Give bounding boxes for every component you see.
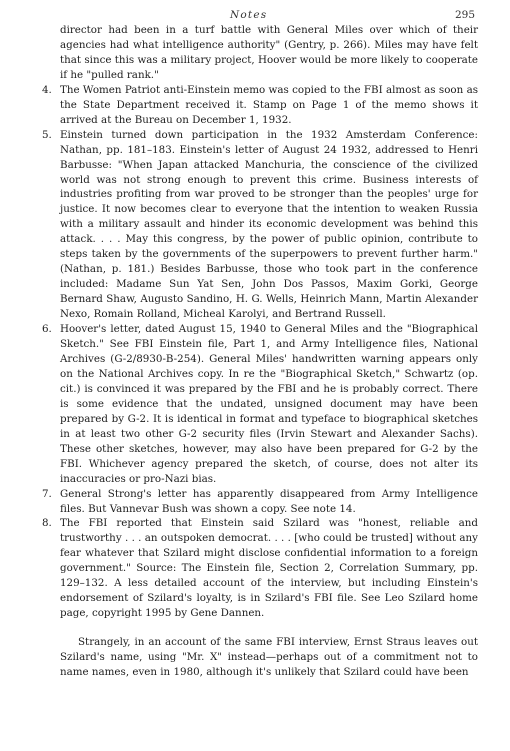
note-text: Einstein turned down participation in the 1932 Amsterdam Conference: Nathan, pp. 181–183. Einstein's letter of August 24 1932, addressed to Henri Barbusse: "When Japan attacked Manchuria, the conscience of the civilized world was not strong enough to prevent this crime. Business interests of industries profiting from war proved to be stronger than the peoples' urge for justice. It now becomes clear to everyone that the intention to weaken Russia with a military assault and hinder its economic development was behind this attack. . . . May this congress, by the power of public opinion, contribute to steps taken by the governments of the superpowers to prevent further harm." (Nathan, p. 181.) Besides Barbusse, those who took part in the conference included: Madame Sun Yat Sen, John Dos Passos, Maxim Gorki, George Bernard Shaw, Augusto Sandino, H. G. Wells, Heinrich Mann, Martin Alexander Nexo, Romain Rolland, Micheal Karolyi, and Bertrand Russell. (60, 128, 478, 321)
note-text: General Strong's letter has apparently disappeared from Army Intelligence files. But Vannevar Bush was shown a copy. See note 14. (60, 487, 478, 515)
note-number: 7. (42, 487, 52, 500)
note-text: The FBI reported that Einstein said Szilard was "honest, reliable and trustworthy . . . an outspoken democrat. . . . [who could be trusted] without any fear whatever that Szilard might disclose confidential information to a foreign government." Source: The Einstein file, Section 2, Correlation Summary, pp. 129–132. A less detailed account of the interview, but including Einstein's endorsement of Szilard's loyalty, is in Szilard's FBI file. See Leo Szilard home page, copyright 1995 by Gene Dannen. (60, 517, 478, 620)
closing-paragraph: Strangely, in an account of the same FBI interview, Ernst Straus leaves out Szilard's name, using "Mr. X" instead—perhaps out of a commitment not to name names, even in 1980, although it's unlikely that Szilard could have been (60, 636, 478, 679)
note-number: 5. (42, 128, 52, 141)
note-7 (42, 487, 478, 517)
note-4 (42, 83, 478, 128)
page-number: 295 (454, 9, 475, 21)
note-8 (42, 516, 478, 621)
running-head: Notes (230, 9, 268, 21)
note-5 (42, 128, 478, 322)
continued-note-text: director had been in a turf battle with General Miles over which of their agencies had what intelligence authority" (Gentry, p. 266). Miles may have felt that since this was a military project, Hoover would be more likely to cooperate if he "pulled rank." (60, 24, 478, 81)
note-text: The Women Patriot anti-Einstein memo was copied to the FBI almost as soon as the State Department received it. Stamp on Page 1 of the memo shows it arrived at the Bureau on December 1, 1932. (60, 83, 478, 126)
note-number: 8. (42, 517, 52, 530)
note-number: 6. (42, 323, 52, 336)
notes-body (42, 23, 478, 680)
note-6 (42, 322, 478, 486)
note-text: Hoover's letter, dated August 15, 1940 to General Miles and the "Biographical Sketch." See FBI Einstein file, Part 1, and Army Intelligence files, National Archives (G-2/8930-B-254). General Miles' handwritten warning appears only on the National Archives copy. In re the "Biographical Sketch," Schwartz (op. cit.) is convinced it was prepared by the FBI and he is probably correct. There is some evidence that the undated, unsigned document may have been prepared by G-2. It is identical in format and typeface to biographical sketches in at least two other G-2 security files (Irvin Stewart and Alexander Sachs). These other sketches, however, may also have been prepared for G-2 by the FBI. Whichever agency prepared the sketch, of course, does not alter its inaccuracies or pro-Nazi bias. (60, 323, 478, 485)
note-number: 4. (42, 83, 52, 96)
paragraph-gap (42, 621, 478, 635)
